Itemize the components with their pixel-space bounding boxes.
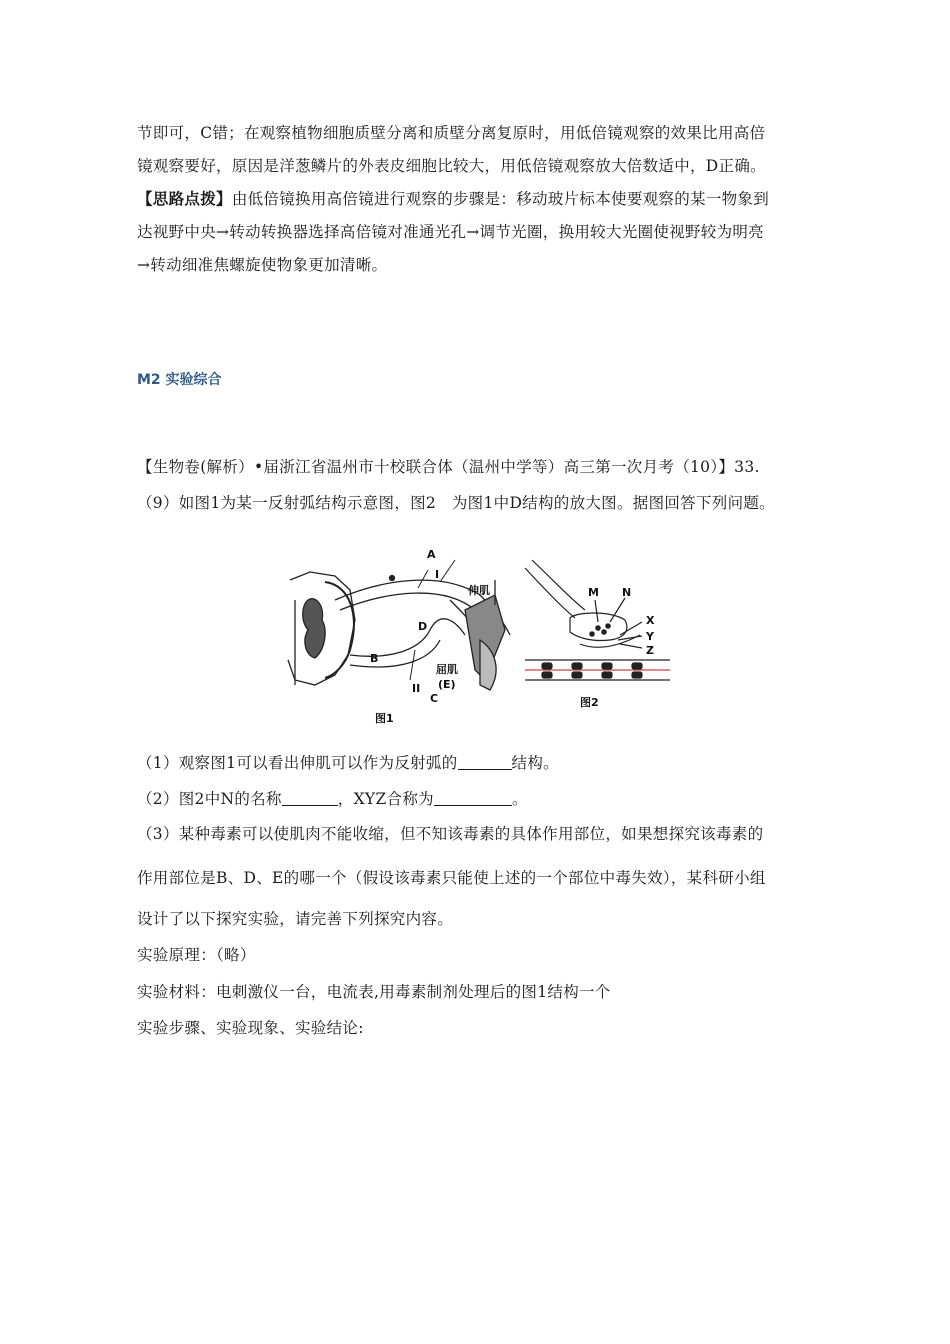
q2-middle: ，XYZ合称为 [337, 790, 434, 808]
figure2-labels [580, 586, 655, 709]
figure2-caption: 图2 [580, 696, 599, 709]
label-I: I [435, 568, 440, 581]
label-C: C [430, 692, 439, 705]
figure1-diagram [288, 560, 510, 690]
label-II: II [412, 682, 421, 695]
label-flexor: 屈肌 [436, 663, 458, 676]
figures-svg [280, 540, 680, 730]
label-extensor: 伸肌 [468, 584, 490, 597]
q1-line [137, 752, 559, 774]
label-Y: Y [646, 630, 654, 643]
label-N: N [622, 586, 632, 599]
label-A: A [427, 548, 436, 561]
label-B: B [370, 652, 379, 665]
q2-line [137, 788, 528, 810]
tip-tag: 【思路点拨】 [137, 189, 232, 208]
label-E: (E) [438, 678, 456, 691]
label-D: D [418, 620, 428, 633]
label-M: M [588, 586, 599, 599]
q2-blank-n[interactable] [282, 789, 338, 806]
q2-suffix: 。 [511, 790, 528, 808]
section-heading: M2 实验综合 [137, 372, 222, 388]
q3-line1: （3）某种毒素可以使肌肉不能收缩，但不知该毒素的具体作用部位，如果想探究该毒素的 [137, 825, 764, 843]
q1-blank[interactable] [458, 753, 512, 770]
question-intro: （9）如图1为某一反射弧结构示意图，图2 为图1中D结构的放大图。据图回答下列问题。 [137, 494, 775, 512]
q3-line3: 设计了以下探究实验，请完善下列探究内容。 [137, 910, 454, 928]
tip-text: 由低倍镜换用高倍镜进行观察的步骤是：移动玻片标本使要观察的某一物象到 [231, 190, 770, 208]
experiment-steps: 实验步骤、实验现象、实验结论: [137, 1019, 364, 1037]
q2-blank-xyz[interactable] [434, 789, 512, 806]
para1-line1: 节即可，C错；在观察植物细胞质壁分离和质壁分离复原时，用低倍镜观察的效果比用高倍 [137, 124, 766, 142]
reflex-arc-figures [280, 540, 680, 730]
label-X: X [646, 614, 655, 627]
q2-prefix: （2）图2中N的名称 [137, 790, 282, 808]
figure1-caption: 图1 [375, 712, 394, 725]
question-source: 【生物卷(解析）•届浙江省温州市十校联合体（温州中学等）高三第一次月考（10）】33. [137, 458, 760, 476]
experiment-materials: 实验材料：电刺激仪一台，电流表,用毒素制剂处理后的图1结构一个 [137, 983, 611, 1001]
para1-line3 [137, 188, 769, 210]
q1-suffix: 结构。 [511, 754, 559, 772]
para1-line4: 达视野中央→转动转换器选择高倍镜对准通光孔→调节光圈，换用较大光圈使视野较为明亮 [137, 223, 764, 241]
para1-line5: →转动细准焦螺旋使物象更加清晰。 [137, 256, 388, 274]
label-Z: Z [646, 644, 654, 657]
q3-line2: 作用部位是B、D、E的哪一个（假设该毒素只能使上述的一个部位中毒失效），某科研小组 [137, 869, 766, 887]
experiment-principle: 实验原理：（略） [137, 946, 256, 964]
q1-prefix: （1）观察图1可以看出伸肌可以作为反射弧的 [137, 754, 458, 772]
para1-line2: 镜观察要好，原因是洋葱鳞片的外表皮细胞比较大，用低倍镜观察放大倍数适中，D正确。 [137, 157, 766, 175]
